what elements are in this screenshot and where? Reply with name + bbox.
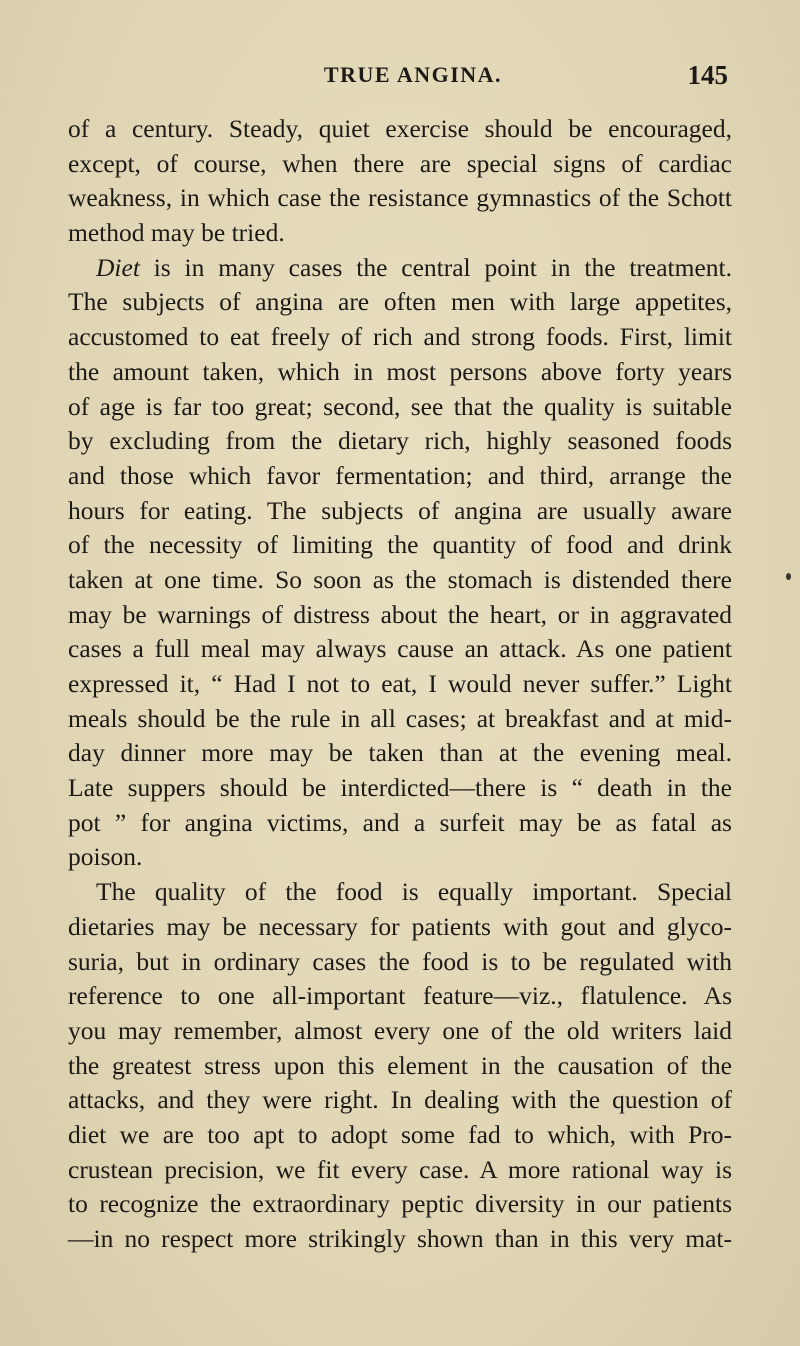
- paragraph-diet-first-line: [68, 251, 732, 286]
- text-line: crustean precision, we fit every case. A more rational way is: [68, 1154, 732, 1184]
- body-text: [68, 112, 732, 1257]
- emphasis-diet: Diet: [96, 252, 140, 282]
- text-line: cases a full meal may always cause an attack. As one patient: [68, 634, 732, 664]
- margin-ink-dot: [786, 573, 791, 580]
- running-title: TRUE ANGINA.: [323, 62, 503, 87]
- text-line: and those which favor fermentation; and third, arrange the: [68, 460, 732, 490]
- text-fragment: is in many cases the central point in the treatment.: [139, 252, 732, 282]
- text-line: expressed it, “ Had I not to eat, I would never suffer.” Light: [68, 669, 732, 698]
- text-line: —in no respect more strikingly shown than in this very mat-: [68, 1224, 732, 1253]
- text-line: may be warnings of distress about the heart, or in aggravated: [68, 599, 732, 629]
- text-line: weakness, in which case the resistance gymnastics of the Schott: [68, 183, 732, 213]
- text-line: suria, but in ordinary cases the food is to be regulated with: [68, 946, 732, 976]
- text-line: taken at one time. So soon as the stomach is distended there: [68, 564, 732, 594]
- text-line: except, of course, when there are special signs of cardiac: [68, 148, 732, 178]
- text-line: the greatest stress upon this element in the causation of the: [68, 1050, 732, 1080]
- text-line: of age is far too great; second, see that the quality is suitable: [68, 391, 732, 421]
- text-line: hours for eating. The subjects of angina are usually aware: [68, 495, 732, 525]
- text-line: day dinner more may be taken than at the evening meal.: [68, 738, 732, 768]
- text-line: pot ” for angina victims, and a surfeit may be as fatal as: [68, 807, 732, 837]
- page-number: 145: [687, 60, 728, 90]
- text-line: of the necessity of limiting the quantity of food and drink: [68, 530, 732, 560]
- text-line: The quality of the food is equally important. Special: [96, 877, 732, 907]
- text-line: The subjects of angina are often men with large appetites,: [68, 287, 732, 317]
- text-line: dietaries may be necessary for patients with gout and glyco-: [68, 911, 732, 941]
- text-line: the amount taken, which in most persons above forty years: [68, 356, 732, 386]
- text-line: reference to one all-important feature—viz., flatulence. As: [68, 981, 732, 1011]
- text-line: method may be tried.: [68, 218, 285, 248]
- text-line: by excluding from the dietary rich, highly seasoned foods: [68, 426, 732, 456]
- text-line: to recognize the extraordinary peptic diversity in our patients: [68, 1189, 732, 1219]
- running-header: [68, 60, 732, 100]
- text-line: accustomed to eat freely of rich and strong foods. First, limit: [68, 322, 732, 352]
- text-line: poison.: [68, 842, 143, 872]
- text-line: diet we are too apt to adopt some fad to which, with Pro-: [68, 1119, 732, 1149]
- text-line: meals should be the rule in all cases; at breakfast and at mid-: [68, 703, 732, 733]
- text-line: attacks, and they were right. In dealing with the question of: [68, 1085, 732, 1115]
- text-line: you may remember, almost every one of the old writers laid: [68, 1015, 732, 1045]
- text-line: Late suppers should be interdicted—there is “ death in the: [68, 773, 732, 803]
- text-line: of a century. Steady, quiet exercise should be encouraged,: [68, 114, 732, 143]
